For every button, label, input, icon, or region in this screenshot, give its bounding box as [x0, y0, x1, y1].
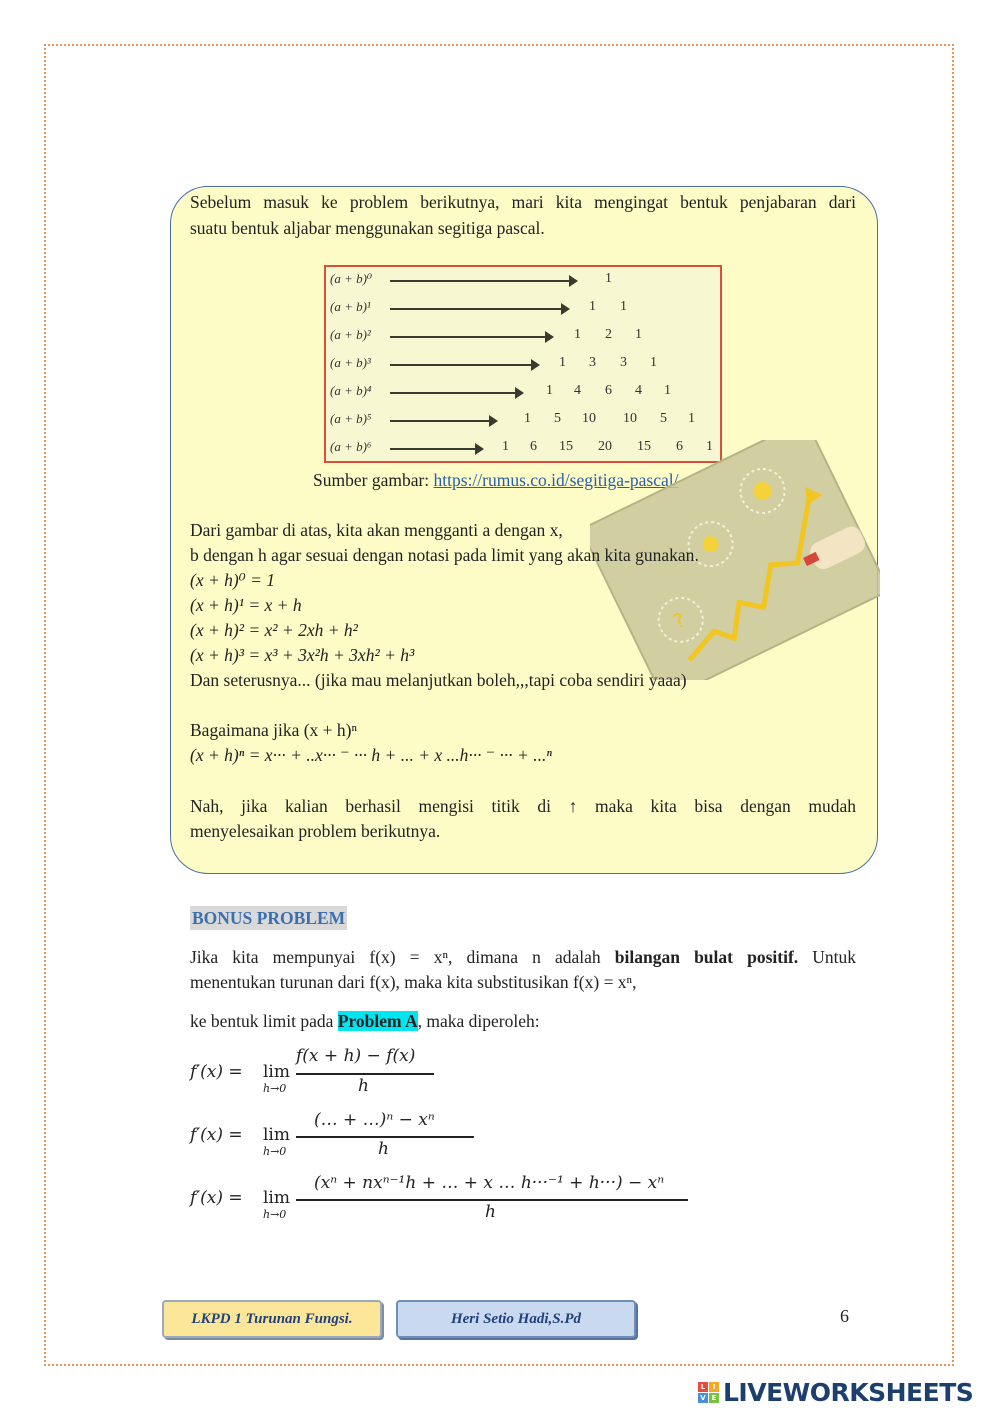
closing-line-1: Nah, jika kalian berhasil mengisi titik di ↑ maka kita bisa dengan mudah — [190, 796, 856, 816]
pascal-number: 3 — [620, 355, 627, 370]
pascal-row — [326, 409, 720, 433]
lim-symbol: lim — [263, 1188, 290, 1208]
fraction-numerator[interactable]: (… + …)ⁿ − xⁿ — [314, 1110, 435, 1130]
liveworksheets-icon: L I V E — [698, 1382, 720, 1404]
footer-author-badge: Heri Setio Hadi,S.Pd — [396, 1300, 636, 1338]
pascal-row — [326, 325, 720, 349]
derivative-formula-3[interactable] — [190, 1171, 730, 1225]
general-expansion-fill-in[interactable]: (x + h)ⁿ = x··· + ..x··· ⁻ ··· h + ... + x ...h··· ⁻ ··· + ...ⁿ — [190, 745, 552, 765]
lim-symbol: lim — [263, 1062, 290, 1082]
pascal-number: 6 — [676, 439, 683, 454]
pascal-number: 15 — [559, 439, 573, 454]
arrow-icon — [390, 308, 568, 310]
bonus-text: ke bentuk limit pada — [190, 1011, 338, 1031]
expansion-eq-1: (x + h)¹ = x + h — [190, 595, 302, 615]
pascal-number: 6 — [530, 439, 537, 454]
pascal-number: 15 — [637, 439, 651, 454]
pascal-number: 1 — [559, 355, 566, 370]
pascal-number: 3 — [589, 355, 596, 370]
lim-subscript: h→0 — [263, 1082, 287, 1095]
arrow-icon — [390, 280, 576, 282]
pascal-number: 6 — [605, 383, 612, 398]
bonus-bold-text: bilangan bulat positif. — [614, 947, 799, 967]
fraction-bar — [296, 1199, 688, 1201]
pascal-number: 1 — [688, 411, 695, 426]
pascal-number: 4 — [574, 383, 581, 398]
fraction-bar — [296, 1136, 474, 1138]
explanation-line-1: Dari gambar di atas, kita akan mengganti a dengan x, — [190, 520, 563, 540]
arrow-icon — [390, 336, 552, 338]
fraction-numerator: f(x + h) − f(x) — [296, 1046, 416, 1066]
pascal-number: 1 — [605, 271, 612, 286]
bonus-text: , maka diperoleh: — [417, 1011, 540, 1031]
explanation-line-2: b dengan h agar sesuai dengan notasi pada limit yang akan kita gunakan. — [190, 545, 699, 565]
source-label: Sumber gambar: — [313, 470, 430, 490]
pascal-number: 4 — [635, 383, 642, 398]
formula-lhs: f′(x) = — [190, 1062, 243, 1082]
expansion-eq-3: (x + h)³ = x³ + 3x²h + 3xh² + h³ — [190, 645, 415, 665]
bonus-paragraph-line-1 — [190, 945, 856, 969]
bonus-text: Untuk — [798, 947, 857, 967]
bonus-text: Jika kita mempunyai f(x) = xⁿ, dimana n adalah — [190, 947, 615, 967]
pascal-row — [326, 297, 720, 321]
pascal-row-label: (a + b)⁰ — [330, 271, 373, 286]
pascal-row-label: (a + b)² — [330, 327, 371, 342]
lim-subscript: h→0 — [263, 1208, 287, 1221]
pascal-number: 1 — [524, 411, 531, 426]
pascal-number: 1 — [502, 439, 509, 454]
svg-text:?: ? — [669, 607, 690, 634]
pascal-number: 10 — [623, 411, 637, 426]
formula-lhs: f′(x) = — [190, 1188, 243, 1208]
pascal-row-label: (a + b)⁴ — [330, 383, 372, 398]
pascal-row-label: (a + b)⁶ — [330, 439, 372, 454]
fraction-numerator[interactable]: (xⁿ + nxⁿ⁻¹h + … + x … h···⁻¹ + h···) − xⁿ — [314, 1173, 665, 1193]
page-number: 6 — [840, 1306, 849, 1326]
pascal-number: 1 — [574, 327, 581, 342]
footer-title-badge: LKPD 1 Turunan Fungsi. — [162, 1300, 382, 1338]
general-question: Bagaimana jika (x + h)ⁿ — [190, 720, 357, 740]
fraction-denominator: h — [485, 1202, 496, 1222]
arrow-icon — [390, 420, 496, 422]
pascal-number: 1 — [620, 299, 627, 314]
pascal-number: 1 — [664, 383, 671, 398]
pascal-row-label: (a + b)⁵ — [330, 411, 372, 426]
bonus-paragraph-2 — [190, 1009, 540, 1033]
derivative-formula-1 — [190, 1046, 690, 1100]
pascal-number: 1 — [589, 299, 596, 314]
watermark-text: LIVEWORKSHEETS — [723, 1378, 974, 1407]
pascal-number: 20 — [598, 439, 612, 454]
pascal-number: 5 — [660, 411, 667, 426]
intro-line-1: Sebelum masuk ke problem berikutnya, mari kita mengingat bentuk penjabaran dari — [190, 192, 856, 212]
derivative-formula-2[interactable] — [190, 1108, 690, 1162]
lim-symbol: lim — [263, 1125, 290, 1145]
formula-lhs: f′(x) = — [190, 1125, 243, 1145]
pascal-number: 10 — [582, 411, 596, 426]
pascal-triangle-figure — [324, 265, 722, 463]
fraction-bar — [296, 1073, 434, 1075]
pascal-row — [326, 381, 720, 405]
bonus-paragraph-line-2: menentukan turunan dari f(x), maka kita substitusikan f(x) = xⁿ, — [190, 972, 637, 992]
pascal-number: 2 — [605, 327, 612, 342]
arrow-icon — [390, 364, 538, 366]
lim-subscript: h→0 — [263, 1145, 287, 1158]
pascal-number: 1 — [650, 355, 657, 370]
source-link[interactable]: https://rumus.co.id/segitiga-pascal/ — [433, 470, 679, 490]
closing-line-2: menyelesaikan problem berikutnya. — [190, 821, 441, 841]
intro-line-2: suatu bentuk aljabar menggunakan segitiga pascal. — [190, 218, 545, 238]
arrow-icon — [390, 448, 482, 450]
liveworksheets-logo — [698, 1378, 973, 1407]
fraction-denominator: h — [378, 1139, 389, 1159]
pascal-row — [326, 353, 720, 377]
expansion-eq-2: (x + h)² = x² + 2xh + h² — [190, 620, 358, 640]
pascal-row-label: (a + b)³ — [330, 355, 371, 370]
pascal-number: 1 — [546, 383, 553, 398]
arrow-icon — [390, 392, 522, 394]
pascal-number: 5 — [554, 411, 561, 426]
pascal-row-label: (a + b)¹ — [330, 299, 371, 314]
pascal-row — [326, 269, 720, 293]
fraction-denominator: h — [358, 1076, 369, 1096]
pascal-number: 1 — [635, 327, 642, 342]
problem-a-highlight: Problem A — [337, 1011, 418, 1031]
continued-text: Dan seterusnya... (jika mau melanjutkan boleh,,,tapi coba sendiri yaaa) — [190, 670, 687, 690]
bonus-heading: BONUS PROBLEM — [192, 908, 346, 928]
pascal-number: 1 — [706, 439, 713, 454]
expansion-eq-0: (x + h)⁰ = 1 — [190, 570, 276, 590]
